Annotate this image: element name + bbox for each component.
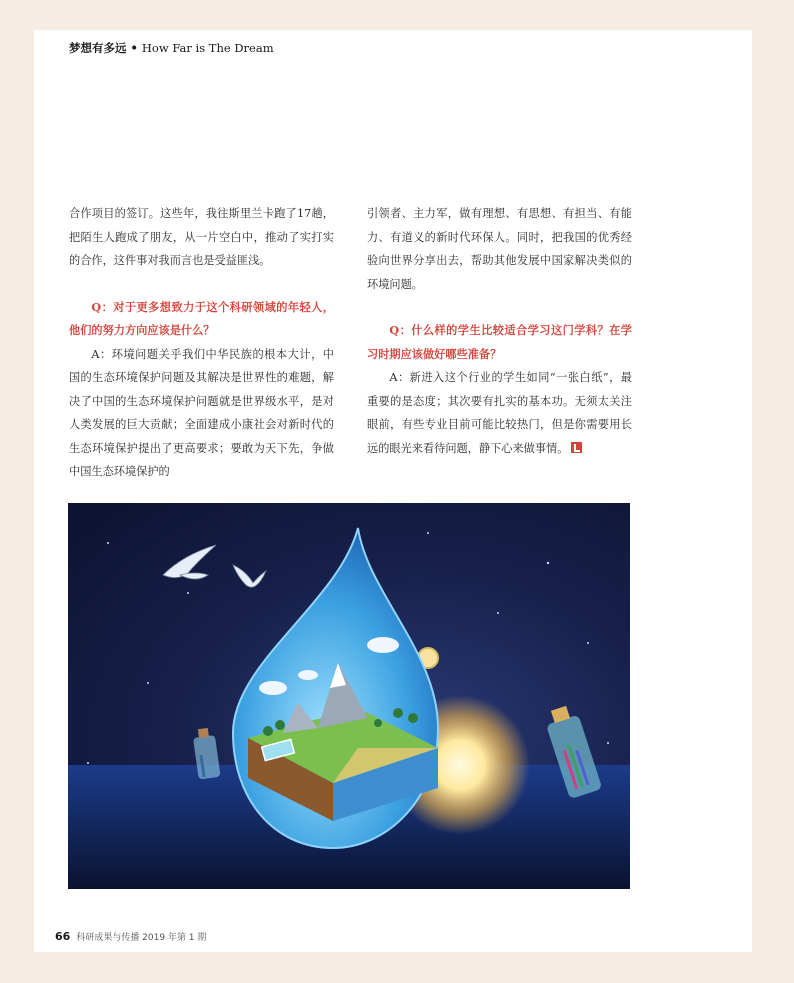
page-header: [69, 40, 274, 56]
paragraph: 合作项目的签订。这些年，我往斯里兰卡跑了17趟，把陌生人跑成了朋友，从一片空白中，推动了实打实的合作，这件事对我而言也是受益匪浅。: [69, 207, 334, 267]
answer-paragraph: [367, 366, 632, 460]
left-column: [69, 202, 334, 484]
water-drop-illustration: [68, 503, 630, 889]
header-separator: •: [130, 41, 138, 55]
page-footer: [55, 930, 206, 943]
question-heading: Q：对于更多想致力于这个科研领域的年轻人，他们的努力方向应该是什么？: [69, 299, 334, 337]
publication-name: 科研成果与传播 2019 年第 1 期: [76, 933, 207, 943]
end-mark-icon: [571, 442, 582, 453]
answer-text: A：新进入这个行业的学生如同“一张白纸”，最重要的是态度；其次要有扎实的基本功。无须太关注眼前，有些专业目前可能比较热门，但是你需要用长远的眼光来看待问题，静下心来做事情。: [367, 371, 632, 455]
question-heading: Q：什么样的学生比较适合学习这门学科？在学习时期应该做好哪些准备？: [367, 323, 632, 361]
illustration-svg: [68, 503, 630, 889]
page-number: 66: [55, 930, 71, 943]
section-title: 梦想有多远: [69, 41, 127, 55]
section-title-en: How Far is The Dream: [141, 41, 274, 55]
right-column: [367, 202, 632, 460]
paragraph: 引领者、主力军，做有理想、有思想、有担当、有能力、有道义的新时代环保人。同时，把我国的优秀经验向世界分享出去，帮助其他发展中国家解决类似的环境问题。: [367, 207, 632, 291]
magazine-page: [34, 30, 752, 952]
answer-paragraph: A：环境问题关乎我们中华民族的根本大计，中国的生态环境保护问题及其解决是世界性的难题，解决了中国的生态环境保护问题就是世界级水平，是对人类发展的巨大贡献；全面建成小康社会对新时代的生态环境保护提出了更高要求；要敢为天下先，争做中国生态环境保护的: [69, 347, 334, 478]
